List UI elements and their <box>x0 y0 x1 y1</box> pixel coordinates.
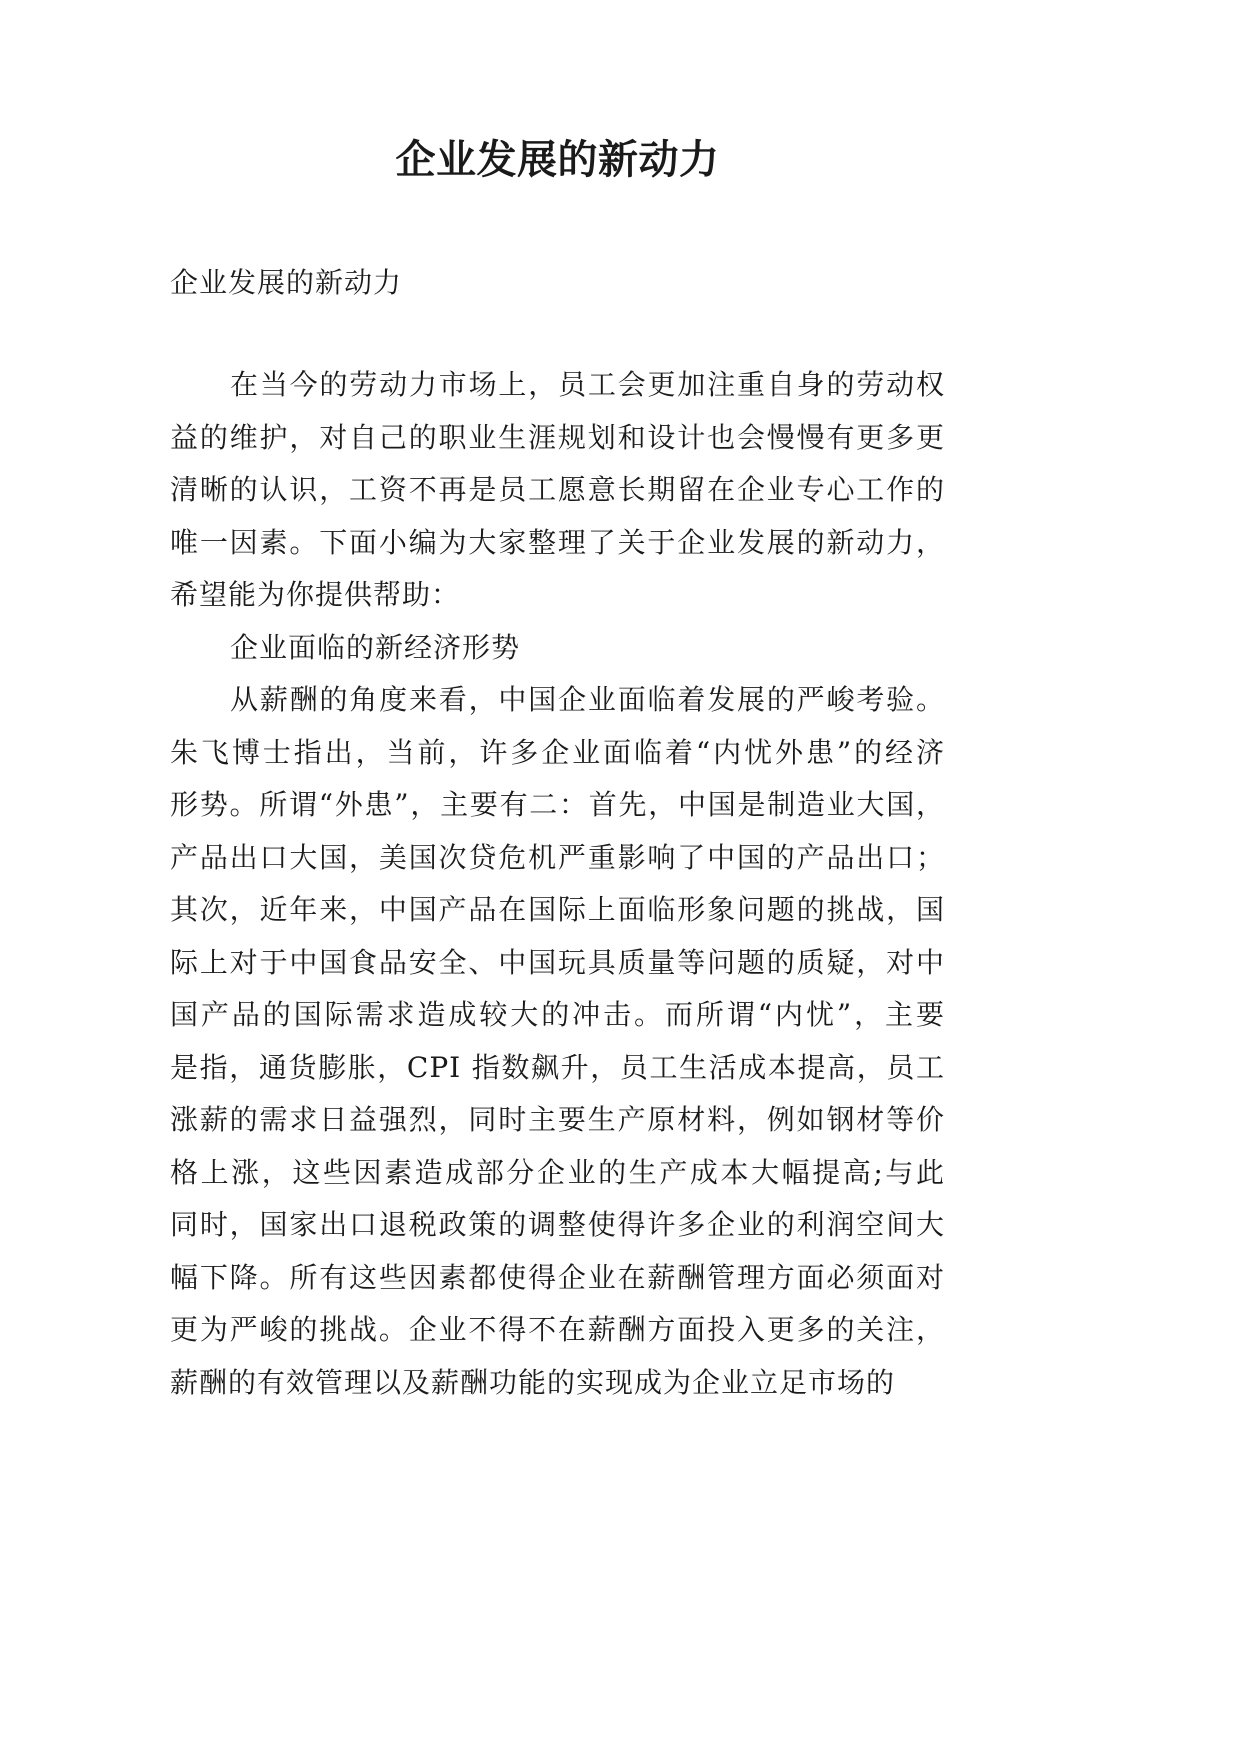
paragraph-line: 希望能为你提供帮助： <box>170 578 461 611</box>
paragraph-line: 朱飞博士指出，当前，许多企业面临着“内忧外患”的经济 <box>170 735 945 769</box>
document-title: 企业发展的新动力 <box>395 136 720 183</box>
paragraph-line: 产品出口大国，美国次贷危机严重影响了中国的产品出口； <box>170 840 945 874</box>
paragraph-line: 同时，国家出口退税政策的调整使得许多企业的利润空间大 <box>170 1208 945 1241</box>
paragraph-line: 益的维护，对自己的职业生涯规划和设计也会慢慢有更多更 <box>170 420 945 454</box>
paragraph-line: 际上对于中国食品安全、中国玩具质量等问题的质疑，对中 <box>170 945 945 979</box>
paragraph-line: 唯一因素。下面小编为大家整理了关于企业发展的新动力， <box>170 525 945 559</box>
paragraph-line: 幅下降。所有这些因素都使得企业在薪酬管理方面必须面对 <box>170 1260 945 1294</box>
paragraph-line: 格上涨，这些因素造成部分企业的生产成本大幅提高;与此 <box>170 1155 945 1189</box>
paragraph-line: 企业面临的新经济形势 <box>230 630 521 664</box>
paragraph-line: 清晰的认识，工资不再是员工愿意长期留在企业专心工作的 <box>170 473 945 506</box>
paragraph-line: 国产品的国际需求造成较大的冲击。而所谓“内忧”，主要 <box>170 998 945 1031</box>
paragraph-line: 从薪酬的角度来看，中国企业面临着发展的严峻考验。 <box>230 683 945 716</box>
paragraph-line: 更为严峻的挑战。企业不得不在薪酬方面投入更多的关注， <box>170 1313 945 1346</box>
paragraph-line: 形势。所谓“外患”，主要有二：首先，中国是制造业大国， <box>170 788 945 821</box>
paragraph <box>170 622 945 675</box>
paragraph-line: 其次，近年来，中国产品在国际上面临形象问题的挑战，国 <box>170 893 945 926</box>
document-subtitle: 企业发展的新动力 <box>170 266 403 299</box>
paragraph <box>170 674 945 1409</box>
paragraph-line: 在当今的劳动力市场上，员工会更加注重自身的劳动权 <box>230 368 945 401</box>
paragraph-line: 薪酬的有效管理以及薪酬功能的实现成为企业立足市场的 <box>170 1365 896 1399</box>
paragraph <box>170 359 945 622</box>
body-text <box>170 359 945 1409</box>
paragraph-line: 涨薪的需求日益强烈，同时主要生产原材料，例如钢材等价 <box>170 1103 945 1136</box>
paragraph-line: 是指，通货膨胀，CPI 指数飙升，员工生活成本提高，员工 <box>170 1050 945 1084</box>
